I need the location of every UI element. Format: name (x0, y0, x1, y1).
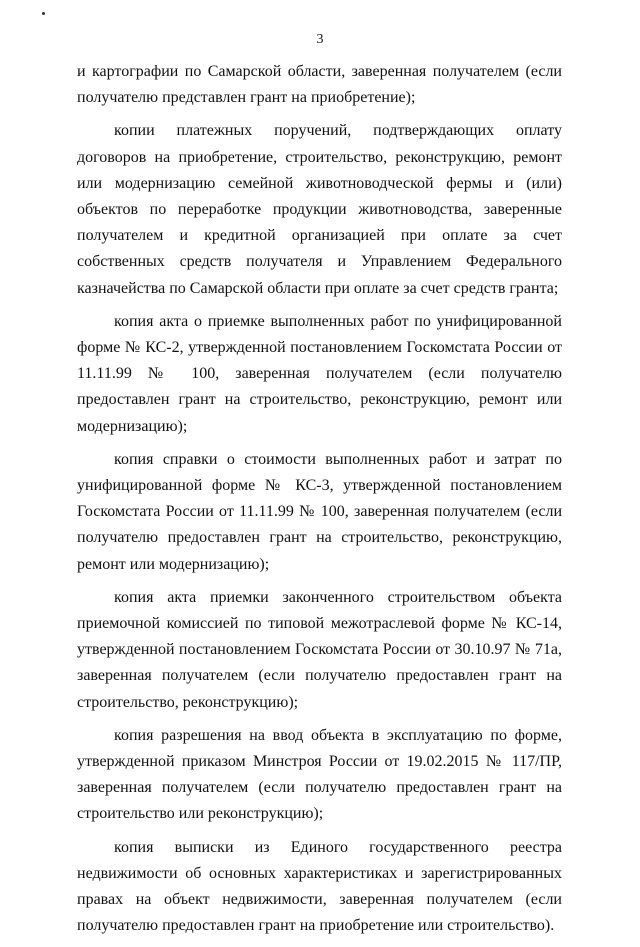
paragraph-ks2-act: копия акта о приемке выполненных работ по унифицированной форме № КС-2, утвержденной постановлением Госкомстата России от 11.11.99 № 100, заверенная получателем (если получателю предоставлен грант на строительство, реконструкцию, ремонт или модернизацию); (77, 312, 562, 435)
paragraph-ks3-certificate: копия справки о стоимости выполненных работ и затрат по унифицированной форме № КС-3, утвержденной постановлением Госкомстата России от 11.11.99 № 100, заверенная получателем (если получателю предоставлен грант на строительство, реконструкцию, ремонт или модернизацию); (77, 450, 562, 573)
scan-speck (42, 12, 45, 15)
paragraph-commissioning-permit: копия разрешения на ввод объекта в эксплуатацию по форме, утвержденной приказом Минстроя России от 19.02.2015 № 117/ПР, заверенная получателем (если получателю предоставлен грант на строительство или реконструкцию); (77, 726, 562, 823)
page-number: 3 (316, 32, 324, 47)
paragraph-ks14-act: копия акта приемки законченного строительством объекта приемочной комиссией по типовой межотраслевой форме № КС-14, утвержденной постановлением Госкомстата России от 30.10.97 № 71а, заверенная получателем (если получателю предоставлен грант на строительство, реконструкцию); (77, 588, 562, 711)
document-body (77, 59, 562, 947)
paragraph-registry-extract: копия выписки из Единого государственного реестра недвижимости об основных характеристиках и зарегистрированных правах на объект недвижимости, заверенная получателем (если получателю предоставлен грант на приобретение или строительство). (77, 838, 562, 935)
paragraph-payment-orders: копии платежных поручений, подтверждающих оплату договоров на приобретение, строительство, реконструкцию, ремонт или модернизацию семейной животноводческой фермы и (или) объектов по переработке продукции животноводства, заверенные получателем и кредитной организацией при оплате за счет собственных средств получателя и Управлением Федерального казначейства по Самарской области при оплате за счет средств гранта; (77, 122, 562, 297)
paragraph-continuation: и картографии по Самарской области, заверенная получателем (если получателю представлен грант на приобретение); (77, 63, 562, 107)
